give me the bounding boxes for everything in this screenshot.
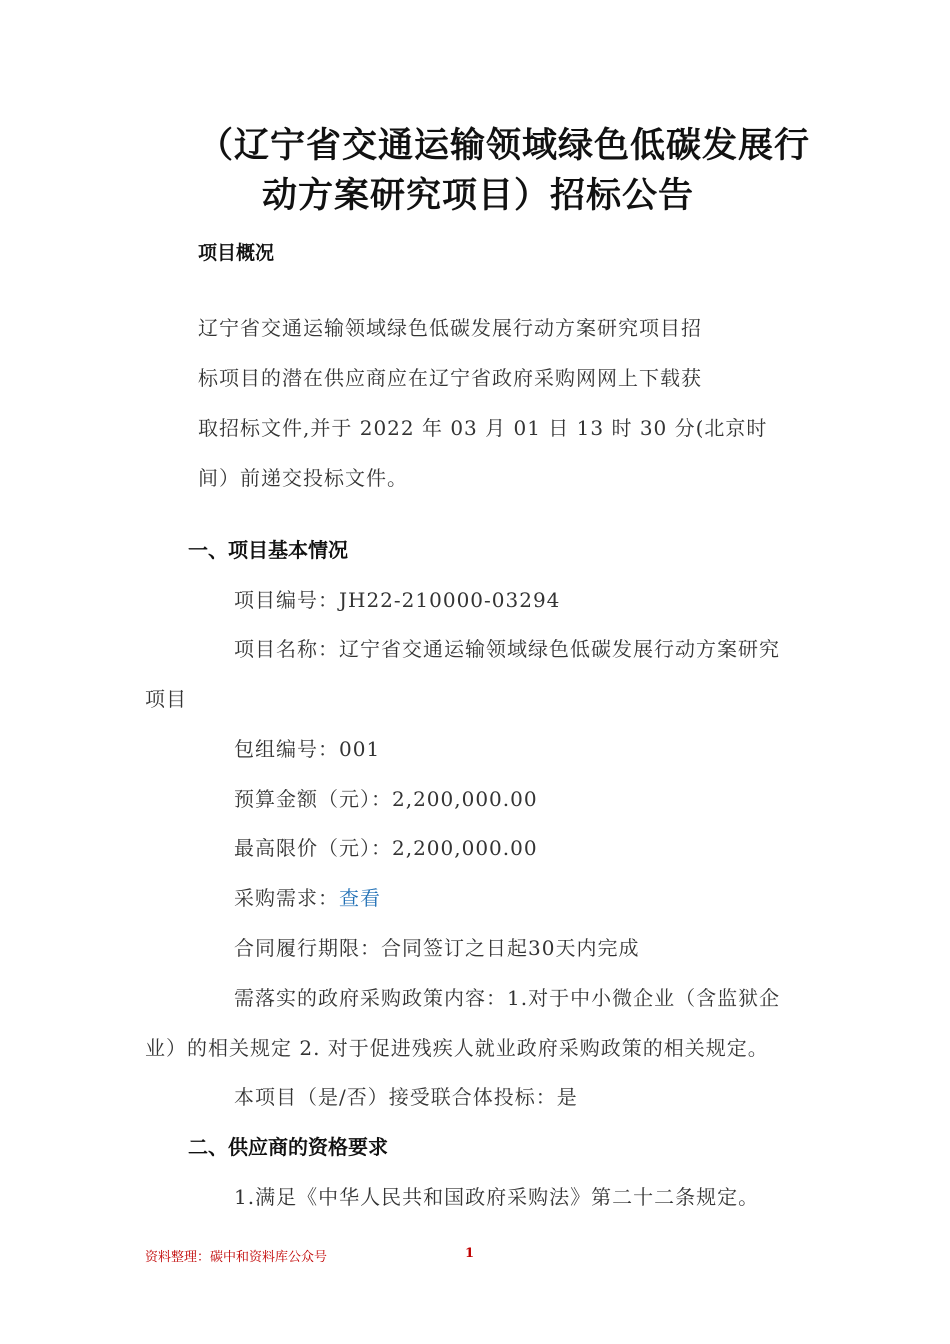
view-requirement-link[interactable]: 查看	[339, 886, 381, 910]
document-title-line-2: 动方案研究项目）招标公告	[262, 176, 695, 216]
procurement-requirement-label: 采购需求：	[234, 886, 339, 910]
overview-line-2: 标项目的潜在供应商应在辽宁省政府采购网网上下载获	[198, 366, 702, 390]
max-price: 最高限价（元）：2,200,000.00	[234, 836, 538, 860]
page-number: 1	[465, 1246, 475, 1261]
policy-line-1: 需落实的政府采购政策内容：1.对于中小微企业（含监狱企	[234, 986, 781, 1010]
budget-amount: 预算金额（元）：2,200,000.00	[234, 787, 538, 811]
project-number: 项目编号：JH22-210000-03294	[234, 588, 561, 612]
section-1-heading: 一、项目基本情况	[188, 538, 348, 562]
package-number: 包组编号：001	[234, 737, 381, 761]
consortium-bidding: 本项目（是/否）接受联合体投标：是	[234, 1085, 578, 1109]
overview-line-1: 辽宁省交通运输领域绿色低碳发展行动方案研究项目招	[198, 316, 702, 340]
procurement-requirement	[234, 882, 381, 911]
overview-line-4: 间）前递交投标文件。	[198, 466, 408, 490]
document-title-line-1: （辽宁省交通运输领域绿色低碳发展行	[198, 126, 811, 166]
overview-line-3: 取招标文件,并于 2022 年 03 月 01 日 13 时 30 分(北京时	[198, 416, 768, 440]
contract-period: 合同履行期限：合同签订之日起30天内完成	[234, 936, 640, 960]
footer-source: 资料整理：碳中和资料库公众号	[145, 1250, 328, 1265]
policy-line-2: 业）的相关规定 2. 对于促进残疾人就业政府采购政策的相关规定。	[145, 1036, 769, 1060]
project-name-line-2: 项目	[145, 687, 187, 711]
section-2-heading: 二、供应商的资格要求	[188, 1135, 388, 1159]
project-name-line-1: 项目名称：辽宁省交通运输领域绿色低碳发展行动方案研究	[234, 637, 780, 661]
qualification-item-1: 1.满足《中华人民共和国政府采购法》第二十二条规定。	[234, 1185, 760, 1209]
overview-heading: 项目概况	[198, 242, 275, 264]
